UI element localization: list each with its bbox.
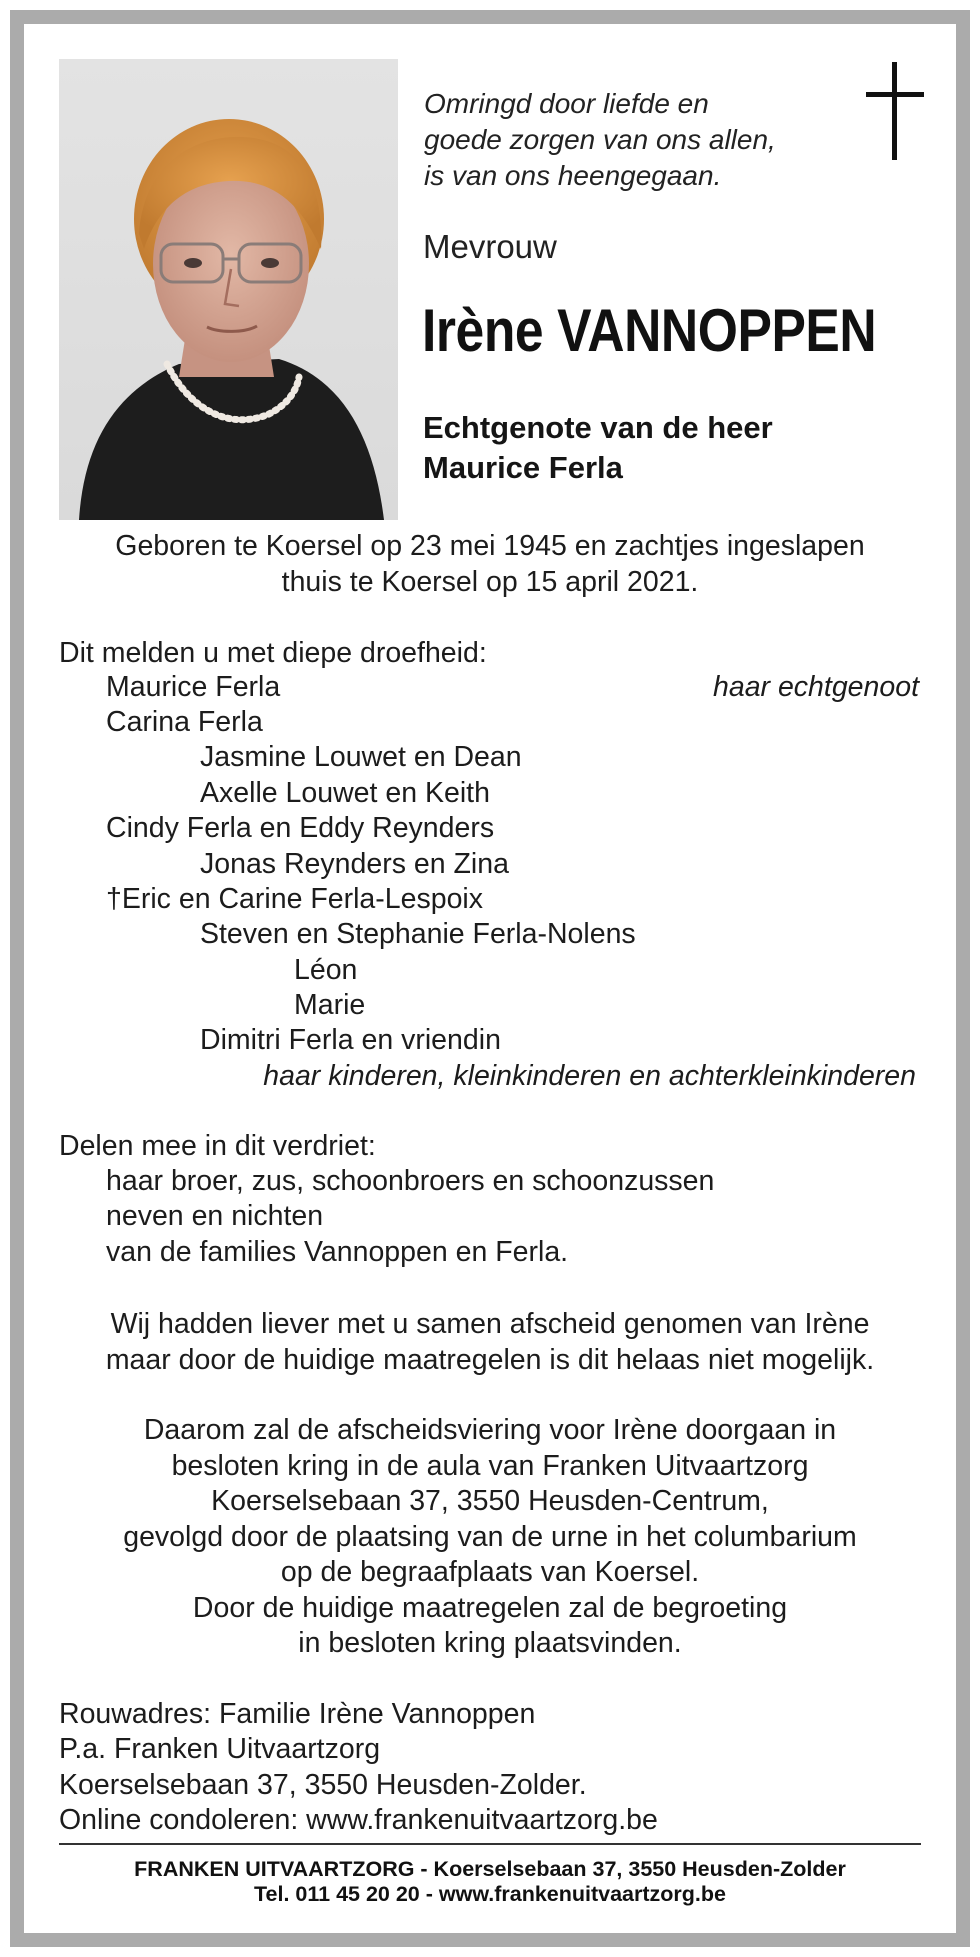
children-relation: haar kinderen, kleinkinderen en achterkleinkinderen xyxy=(263,1060,916,1092)
family-member: Maurice Ferla xyxy=(106,671,281,703)
family-member: Jonas Reynders en Zina xyxy=(200,848,509,880)
family-member: Jasmine Louwet en Dean xyxy=(200,741,522,773)
honorific: Mevrouw xyxy=(423,228,557,265)
intro-line: is van ons heengegaan. xyxy=(424,160,722,191)
spouse-line xyxy=(423,408,773,488)
intro-line: goede zorgen van ons allen, xyxy=(424,124,776,155)
spouse-line-2: Maurice Ferla xyxy=(423,450,623,485)
address-line: Rouwadres: Familie Irène Vannoppen xyxy=(59,1698,536,1730)
ceremony-line: Koerselsebaan 37, 3550 Heusden-Centrum, xyxy=(211,1485,769,1517)
family-member: Steven en Stephanie Ferla-Nolens xyxy=(200,918,636,950)
announce-heading: Dit melden u met diepe droefheid: xyxy=(59,637,487,669)
family-member: Dimitri Ferla en vriendin xyxy=(200,1024,501,1056)
family-member: †Eric en Carine Ferla-Lespoix xyxy=(106,883,483,915)
portrait-photo xyxy=(59,59,398,520)
farewell-line: maar door de huidige maatregelen is dit helaas niet mogelijk. xyxy=(105,1343,875,1376)
share-line: van de families Vannoppen en Ferla. xyxy=(106,1236,569,1268)
ceremony-text xyxy=(32,1413,948,1662)
address-line: Koerselsebaan 37, 3550 Heusden-Zolder. xyxy=(59,1768,587,1801)
farewell-line: Wij hadden liever met u samen afscheid genomen van Irène xyxy=(110,1308,870,1340)
ceremony-line: gevolgd door de plaatsing van de urne in het columbarium xyxy=(123,1520,857,1553)
ceremony-line: besloten kring in de aula van Franken Uitvaartzorg xyxy=(171,1449,809,1482)
share-line: haar broer, zus, schoonbroers en schoonzussen xyxy=(106,1165,715,1197)
funeral-home-footer xyxy=(32,1857,948,1907)
share-heading: Delen mee in dit verdriet: xyxy=(59,1130,376,1162)
intro-line: Omringd door liefde en xyxy=(424,88,709,119)
family-member: Cindy Ferla en Eddy Reynders xyxy=(106,812,495,844)
ceremony-line: Daarom zal de afscheidsviering voor Irène doorgaan in xyxy=(143,1414,837,1446)
address-line: P.a. Franken Uitvaartzorg xyxy=(59,1733,381,1766)
family-member: Axelle Louwet en Keith xyxy=(200,777,490,809)
ceremony-line: in besloten kring plaatsvinden. xyxy=(298,1627,682,1659)
born-line: Geboren te Koersel op 23 mei 1945 en zachtjes ingeslapen xyxy=(115,530,865,562)
birth-death-text xyxy=(32,528,948,600)
family-member: Carina Ferla xyxy=(106,706,263,738)
portrait-drawing xyxy=(59,59,398,520)
footer-divider xyxy=(59,1843,921,1845)
intro-text xyxy=(424,86,844,194)
spouse-relation: haar echtgenoot xyxy=(713,671,919,703)
ceremony-line: Door de huidige maatregelen zal de begroeting xyxy=(192,1591,788,1624)
family-member: Léon xyxy=(294,954,358,986)
footer-line: FRANKEN UITVAARTZORG - Koerselsebaan 37, 3550 Heusden-Zolder xyxy=(134,1857,846,1881)
mourning-address xyxy=(59,1697,658,1839)
born-line: thuis te Koersel op 15 april 2021. xyxy=(281,566,699,598)
deceased-name: Irène VANNOPPEN xyxy=(422,297,877,364)
ceremony-line: op de begraafplaats van Koersel. xyxy=(280,1556,700,1588)
condolence-link[interactable]: Online condoleren: www.frankenuitvaartzorg.be xyxy=(59,1804,658,1837)
family-member: Marie xyxy=(294,989,366,1021)
spouse-line-1: Echtgenote van de heer xyxy=(423,410,773,445)
footer-line: Tel. 011 45 20 20 - www.frankenuitvaartzorg.be xyxy=(254,1882,726,1906)
share-line: neven en nichten xyxy=(106,1200,324,1232)
farewell-text xyxy=(32,1307,948,1378)
cross-icon xyxy=(866,62,924,160)
